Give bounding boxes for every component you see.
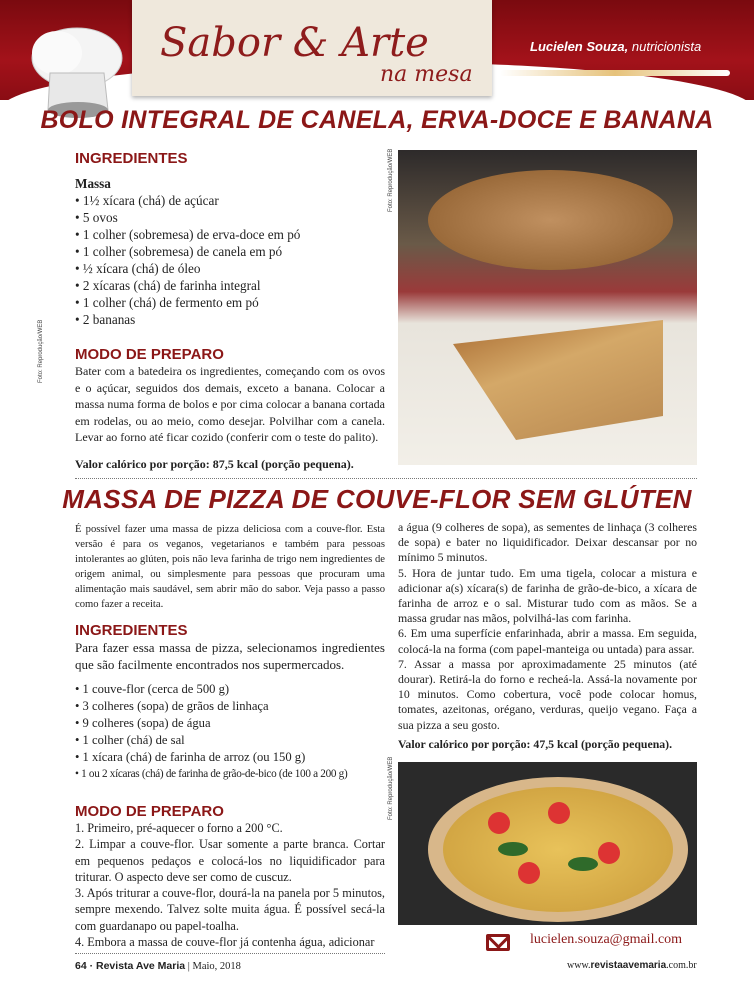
section-divider xyxy=(75,478,697,479)
recipe1-title: BOLO INTEGRAL DE CANELA, ERVA-DOCE E BANANA xyxy=(40,106,714,134)
recipe2-method-heading: MODO DE PREPARO xyxy=(75,803,224,820)
list-item: • 1 colher (sobremesa) de canela em pó xyxy=(75,244,283,259)
recipe2-title: MASSA DE PIZZA DE COUVE-FLOR SEM GLÚTEN xyxy=(62,484,692,514)
recipe2-ingredients-intro: Para fazer essa massa de pizza, selecionamos ingredientes que são facilmente encontrados nos supermercados. xyxy=(75,640,385,672)
recipe2-ingredients-heading: INGREDIENTES xyxy=(75,622,188,639)
recipe2-step: a água (9 colheres de sopa), as sementes de linhaça (3 colheres de sopa) e bater no liquidificador. Deixar descansar por no mínimo 5 minutos. xyxy=(398,520,697,565)
recipe2-step: 1. Primeiro, pré-aquecer o forno a 200 °C. xyxy=(75,821,283,835)
list-item: • 3 colheres (sopa) de grãos de linhaça xyxy=(75,699,269,713)
list-item: • 1 ou 2 xícaras (chá) de farinha de grão-de-bico (de 100 a 200 g) xyxy=(75,768,348,780)
list-item: • 1 colher (chá) de fermento em pó xyxy=(75,295,259,310)
list-item: • 2 xícaras (chá) de farinha integral xyxy=(75,278,261,293)
author-role: nutricionista xyxy=(631,39,702,54)
recipe1-method-heading: MODO DE PREPARO xyxy=(75,346,224,363)
footer-divider xyxy=(75,953,385,954)
recipe1-ingredients-heading: INGREDIENTES xyxy=(75,150,188,167)
recipe1-method: Bater com a batedeira os ingredientes, começando com os ovos e o açúcar, seguidos dos demais, exceto a banana. Colocar a massa numa forma de bolos e por cima colocar a banana cortada em rodelas, ou ao meio, como desejar. Polvilhar com a canela. Levar ao forno até ficar cozido (conferir com o teste do palito). xyxy=(75,364,385,444)
photo-credit: Foto: Reprodução/WEB xyxy=(388,148,394,212)
recipe1-text xyxy=(75,146,385,473)
page-number: 64 · Revista Ave Maria xyxy=(75,960,186,972)
list-item: • 1½ xícara (chá) de açúcar xyxy=(75,193,219,208)
footer xyxy=(75,960,241,972)
recipe2-step: 3. Após triturar a couve-flor, dourá-la na panela por 5 minutos, sempre mexendo. Talvez solte muita água. É possível secá-la com guardanapo ou papel-toalha. xyxy=(75,886,385,933)
recipe2-step: 7. Assar a massa por aproximadamente 25 minutos (até dourar). Retirá-la do forno e recheá-la. Assá-la novamente por 10 minutos. Como cobertura, você pode colocar homus, tomates, azeitonas, orégano, verduras, queijo vegano. Faça a sua pizza a seu gosto. xyxy=(398,656,697,732)
recipe2-step: 5. Hora de juntar tudo. Em uma tigela, colocar a mistura e adicionar a(s) xícara(s) de farinha de grão-de-bico, a xícara de farinha de arroz e o sal. Misturar tudo com as mãos. Se a massa grudar nas mãos, polvilhá-las com farinha. xyxy=(398,565,697,626)
contact-email[interactable]: lucielen.souza@gmail.com xyxy=(530,932,683,947)
footer-separator: | xyxy=(187,961,190,972)
recipe2-step: 2. Limpar a couve-flor. Usar somente a parte branca. Cortar em pequenos pedaços e colocá-los no liquidificador para triturar. O aspecto deve ser como de cuscuz. xyxy=(75,837,385,884)
recipe2-calories: Valor calórico por porção: 47,5 kcal (porção pequena). xyxy=(398,736,673,751)
list-item: • 1 couve-flor (cerca de 500 g) xyxy=(75,682,230,696)
list-item: • 5 ovos xyxy=(75,210,118,225)
brand-logo-sub: na mesa xyxy=(380,62,473,87)
recipe1-subheading: Massa xyxy=(75,176,111,191)
site-prefix: www. xyxy=(567,960,591,971)
site-name: revistaavemaria xyxy=(590,960,667,971)
cake-photo xyxy=(398,150,697,465)
photo-credit: Foto: Reprodução/WEB xyxy=(388,756,394,820)
list-item: • 2 bananas xyxy=(75,312,136,327)
pizza-photo xyxy=(398,762,697,925)
mail-icon xyxy=(486,934,510,951)
gold-stripe xyxy=(500,70,730,76)
recipe1-ingredient-list xyxy=(75,192,385,328)
recipe1-calories: Valor calórico por porção: 87,5 kcal (porção pequena). xyxy=(75,456,354,471)
list-item: • 1 colher (chá) de sal xyxy=(75,733,185,747)
recipe2-intro: É possível fazer uma massa de pizza deliciosa com a couve-flor. Esta versão é para os veganos, vegetarianos e também para pessoas intolerantes ao glúten, pois não leva farinha de trigo nem ingredientes de origem animal, ou simplesmente para pessoas que procuram uma alimentação mais saudável, sem abrir mão do sabor. Veja passo a passo como fazer a receita. xyxy=(75,524,385,610)
list-item: • ½ xícara (chá) de óleo xyxy=(75,261,201,276)
recipe2-step: 4. Embora a massa de couve-flor já contenha água, adicionar xyxy=(75,935,375,950)
recipe2-col1 xyxy=(75,522,385,950)
recipe2-step: 6. Em uma superfície enfarinhada, abrir a massa. Em seguida, colocá-la na forma (com papel-manteiga ou untada) para assar. xyxy=(398,626,697,656)
issue-date: Maio, 2018 xyxy=(192,961,241,972)
brand-logo: Sabor & Arte xyxy=(160,20,429,66)
recipe2-ingredient-list xyxy=(75,681,385,783)
website-link[interactable] xyxy=(567,960,697,971)
author-credit xyxy=(530,39,701,54)
site-suffix: .com.br xyxy=(666,960,697,971)
list-item: • 1 colher (sobremesa) de erva-doce em pó xyxy=(75,227,301,242)
list-item: • 9 colheres (sopa) de água xyxy=(75,716,211,730)
author-name: Lucielen Souza, xyxy=(530,39,629,54)
list-item: • 1 xícara (chá) de farinha de arroz (ou 150 g) xyxy=(75,750,306,764)
photo-credit: Foto: Reprodução/WEB xyxy=(38,319,44,383)
recipe2-col2 xyxy=(398,520,697,752)
